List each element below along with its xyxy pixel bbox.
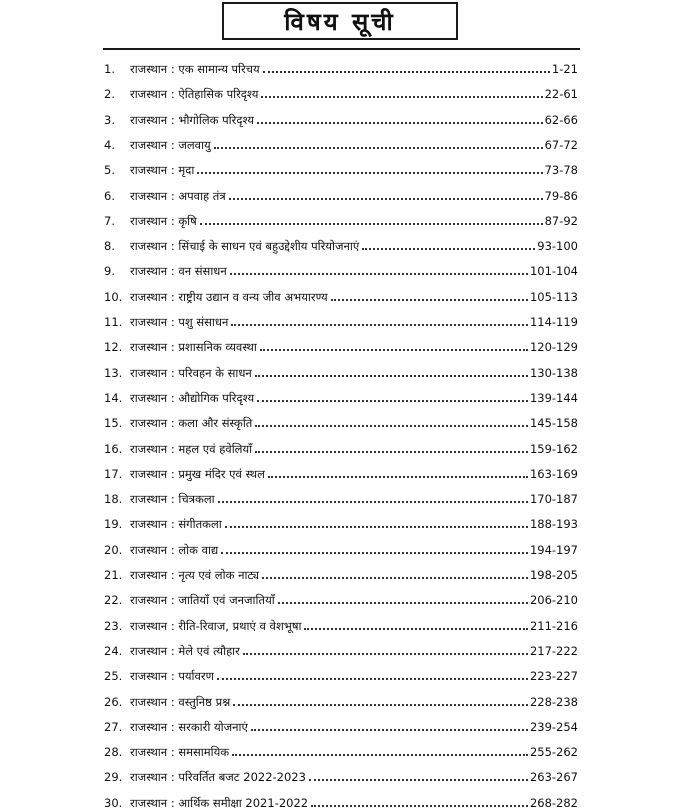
dot-leader (255, 450, 528, 453)
entry-page-range: 228-238 (529, 694, 578, 709)
entry-title: राजस्थान : लोक वाद्य (130, 542, 219, 557)
dot-leader (218, 500, 528, 503)
dot-leader (200, 222, 543, 225)
toc-entry (104, 335, 578, 355)
entry-page-range: 22-61 (544, 87, 578, 102)
entry-number: 13. (104, 365, 123, 380)
dot-leader (311, 804, 528, 807)
dot-leader (278, 601, 528, 604)
toc-entry (104, 740, 578, 760)
entry-page-range: 194-197 (529, 542, 578, 557)
entry-page-range: 223-227 (529, 669, 578, 684)
entry-page-range: 263-267 (529, 770, 578, 785)
toc-entry (104, 184, 578, 204)
toc-entry (104, 563, 578, 583)
entry-page-range: 93-100 (537, 239, 578, 254)
entry-page-range: 211-216 (529, 618, 578, 633)
entry-page-range: 255-262 (529, 745, 578, 760)
entry-page-range: 73-78 (544, 163, 578, 178)
toc-entry (104, 411, 578, 431)
entry-page-range: 79-86 (544, 188, 578, 203)
toc-entry (104, 715, 578, 735)
dot-leader (261, 95, 542, 98)
entry-number: 12. (104, 340, 123, 355)
toc-entry (104, 158, 578, 178)
entry-number: 10. (104, 289, 123, 304)
entry-page-range: 198-205 (529, 568, 578, 582)
dot-leader (217, 677, 528, 680)
dot-leader (197, 171, 542, 174)
dot-leader (255, 374, 528, 377)
dot-leader (221, 551, 528, 554)
entry-title: राजस्थान : महल एवं हवेलियाँ (130, 441, 253, 456)
entry-number: 21. (104, 568, 123, 582)
toc-entry (104, 538, 578, 558)
entry-page-range: 188-193 (529, 517, 578, 532)
entry-title: राजस्थान : ऐतिहासिक परिदृश्य (130, 87, 259, 102)
toc-entry (104, 285, 578, 305)
entry-title: राजस्थान : चित्रकला (130, 492, 215, 507)
toc-entry (104, 234, 578, 254)
entry-page-range: 62-66 (544, 112, 578, 127)
entry-title: राजस्थान : कृषि (130, 213, 197, 228)
entry-number: 24. (104, 643, 123, 658)
entry-number: 22. (104, 593, 123, 608)
entry-page-range: 268-282 (529, 795, 578, 810)
entry-title: राजस्थान : जातियाँ एवं जनजातियाँ (130, 593, 275, 608)
dot-leader (233, 703, 528, 706)
entry-title: राजस्थान : राष्ट्रीय उद्यान व वन्य जीव अभयारण्य (130, 289, 328, 304)
entry-number: 26. (104, 694, 123, 709)
dot-leader (214, 146, 543, 149)
dot-leader (243, 652, 528, 655)
entry-title: राजस्थान : प्रशासनिक व्यवस्था (130, 340, 257, 355)
toc-entry (104, 437, 578, 457)
entry-page-range: 1-21 (551, 62, 578, 76)
toc-entry (104, 361, 578, 381)
dot-leader (331, 298, 528, 301)
entry-number: 20. (104, 542, 123, 557)
entry-title: राजस्थान : संगीतकला (130, 517, 222, 532)
entry-number: 30. (104, 795, 123, 810)
entry-page-range: 159-162 (529, 441, 578, 456)
toc-entry (104, 791, 578, 811)
dot-leader (260, 348, 528, 351)
dot-leader (309, 778, 528, 781)
toc-entry (104, 512, 578, 532)
toc-entry (104, 310, 578, 330)
toc-entry (104, 614, 578, 634)
entry-number: 6. (104, 188, 115, 203)
entry-number: 29. (104, 770, 123, 785)
dot-leader (225, 525, 528, 528)
page-title: विषय सूची (222, 2, 458, 40)
entry-number: 16. (104, 441, 123, 456)
entry-number: 3. (104, 112, 115, 127)
entry-number: 18. (104, 492, 123, 507)
entry-number: 28. (104, 745, 123, 760)
entry-number: 9. (104, 264, 115, 279)
dot-leader (231, 323, 528, 326)
toc-entry (104, 108, 578, 128)
dot-leader (230, 272, 528, 275)
entry-number: 17. (104, 466, 123, 481)
entry-title: राजस्थान : भौगोलिक परिदृश्य (130, 112, 255, 127)
dot-leader (304, 627, 527, 630)
entry-number: 8. (104, 239, 115, 254)
entry-number: 11. (104, 315, 123, 329)
entry-number: 15. (104, 416, 123, 431)
toc-entry (104, 462, 578, 482)
toc-entry (104, 133, 578, 153)
entry-title: राजस्थान : नृत्य एवं लोक नाट्य (130, 568, 260, 582)
entry-title: राजस्थान : परिवहन के साधन (130, 365, 252, 380)
entry-title: राजस्थान : सरकारी योजनाएं (130, 719, 248, 734)
entry-title: राजस्थान : परिवर्तित बजट 2022-2023 (130, 770, 306, 785)
entry-number: 7. (104, 213, 115, 228)
entry-page-range: 139-144 (529, 390, 578, 405)
dot-leader (257, 121, 543, 124)
entry-title: राजस्थान : वन संसाधन (130, 264, 227, 279)
entry-number: 19. (104, 517, 123, 532)
entry-page-range: 101-104 (529, 264, 578, 279)
toc-entry (104, 588, 578, 608)
dot-leader (229, 197, 543, 200)
entry-title: राजस्थान : मृदा (130, 163, 195, 178)
dot-leader (268, 475, 528, 478)
entry-page-range: 239-254 (529, 719, 578, 734)
toc-entry (104, 386, 578, 406)
entry-page-range: 206-210 (529, 593, 578, 608)
toc-entry (104, 639, 578, 659)
entry-page-range: 217-222 (529, 643, 578, 658)
toc-entry (104, 259, 578, 279)
entry-title: राजस्थान : एक सामान्य परिचय (130, 62, 260, 76)
toc-entry (104, 664, 578, 684)
dot-leader (262, 576, 528, 579)
entry-title: राजस्थान : कला और संस्कृति (130, 416, 253, 431)
entry-number: 5. (104, 163, 115, 178)
entry-title: राजस्थान : आर्थिक समीक्षा 2021-2022 (130, 795, 309, 810)
entry-page-range: 145-158 (529, 416, 578, 431)
entry-title: राजस्थान : जलवायु (130, 137, 211, 152)
entry-title: राजस्थान : औद्योगिक परिदृश्य (130, 390, 255, 405)
title-divider (103, 48, 580, 50)
entry-title: राजस्थान : पर्यावरण (130, 669, 214, 684)
entry-number: 14. (104, 390, 123, 405)
entry-page-range: 87-92 (544, 213, 578, 228)
entry-page-range: 120-129 (529, 340, 578, 355)
entry-number: 2. (104, 87, 115, 102)
entry-number: 25. (104, 669, 123, 684)
entry-number: 1. (104, 62, 115, 76)
toc-entry (104, 765, 578, 785)
toc-entry (104, 209, 578, 229)
entry-title: राजस्थान : मेले एवं त्यौहार (130, 643, 240, 658)
entry-page-range: 114-119 (529, 315, 578, 329)
entry-page-range: 130-138 (529, 365, 578, 380)
entry-title: राजस्थान : समसामयिक (130, 745, 230, 760)
entry-number: 27. (104, 719, 123, 734)
dot-leader (263, 70, 550, 73)
dot-leader (257, 399, 528, 402)
toc-entry (104, 690, 578, 710)
entry-page-range: 163-169 (529, 466, 578, 481)
entry-title: राजस्थान : वस्तुनिष्ठ प्रश्न (130, 694, 231, 709)
entry-number: 4. (104, 137, 115, 152)
entry-page-range: 105-113 (529, 289, 578, 304)
toc-entry (104, 82, 578, 102)
dot-leader (232, 753, 528, 756)
entry-page-range: 170-187 (529, 492, 578, 507)
dot-leader (255, 424, 528, 427)
entry-number: 23. (104, 618, 123, 633)
entry-title: राजस्थान : रीति-रिवाज, प्रथाएं व वेशभूषा (130, 618, 302, 633)
entry-page-range: 67-72 (544, 137, 578, 152)
entry-title: राजस्थान : सिंचाई के साधन एवं बहुउद्देशीय परियोजनाएं (130, 239, 360, 254)
entry-title: राजस्थान : अपवाह तंत्र (130, 188, 226, 203)
toc-entry (104, 487, 578, 507)
entry-title: राजस्थान : पशु संसाधन (130, 315, 229, 329)
entry-title: राजस्थान : प्रमुख मंदिर एवं स्थल (130, 466, 265, 481)
dot-leader (251, 728, 528, 731)
dot-leader (362, 247, 535, 250)
toc-entry (104, 57, 578, 77)
